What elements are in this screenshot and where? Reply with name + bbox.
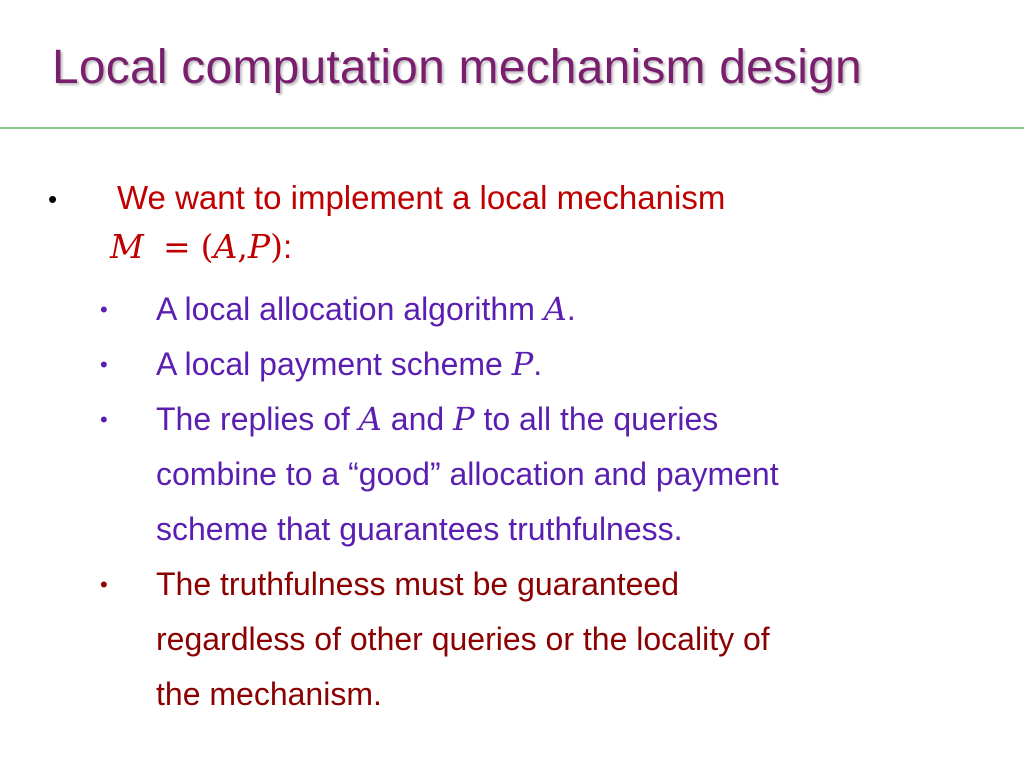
sub-bullet-text [156,282,576,337]
text-segment: to all the queries [474,401,719,437]
sub-bullet-line-2: combine to a “good” allocation and payment [156,456,779,492]
sub-bullet-label: A local allocation algorithm [156,291,544,327]
bullet-dot: • [100,407,108,432]
sub-bullet-text [156,337,542,392]
period: . [533,346,543,382]
formula-open-paren: ( [200,227,214,266]
math-p: P [453,400,475,438]
bullet-text: We want to implement a local mechanism [117,179,726,216]
formula-equals: = [162,227,191,266]
sub-bullet-line-2: regardless of other queries or the locality of [156,621,770,657]
math-a: A [543,290,567,328]
bullet-dot: • [100,297,108,322]
slide-title: Local computation mechanism design [52,41,862,94]
sub-bullet-line-1 [156,392,718,447]
formula-p: P [247,227,271,266]
period: . [566,291,576,327]
math-a: A [358,400,382,438]
sub-bullet-line-1: The truthfulness must be guaranteed [156,566,679,602]
formula-comma: , [237,227,248,266]
text-segment: The replies of [156,401,359,437]
mechanism-formula [110,227,292,266]
sub-bullet-line-3: scheme that guarantees truthfulness. [156,511,683,547]
sub-bullet-line-3: the mechanism. [156,676,382,712]
bullet-dot: • [48,184,58,214]
bullet-dot: • [100,572,108,597]
formula-m: M [110,227,144,266]
math-p: P [511,345,534,383]
text-segment: and [381,401,454,437]
title-divider [0,127,1024,129]
formula-a: A [213,227,238,266]
bullet-dot: • [100,352,108,377]
formula-colon: : [282,228,293,265]
formula-close-paren: ) [270,227,283,266]
sub-bullet-label: A local payment scheme [156,346,512,382]
